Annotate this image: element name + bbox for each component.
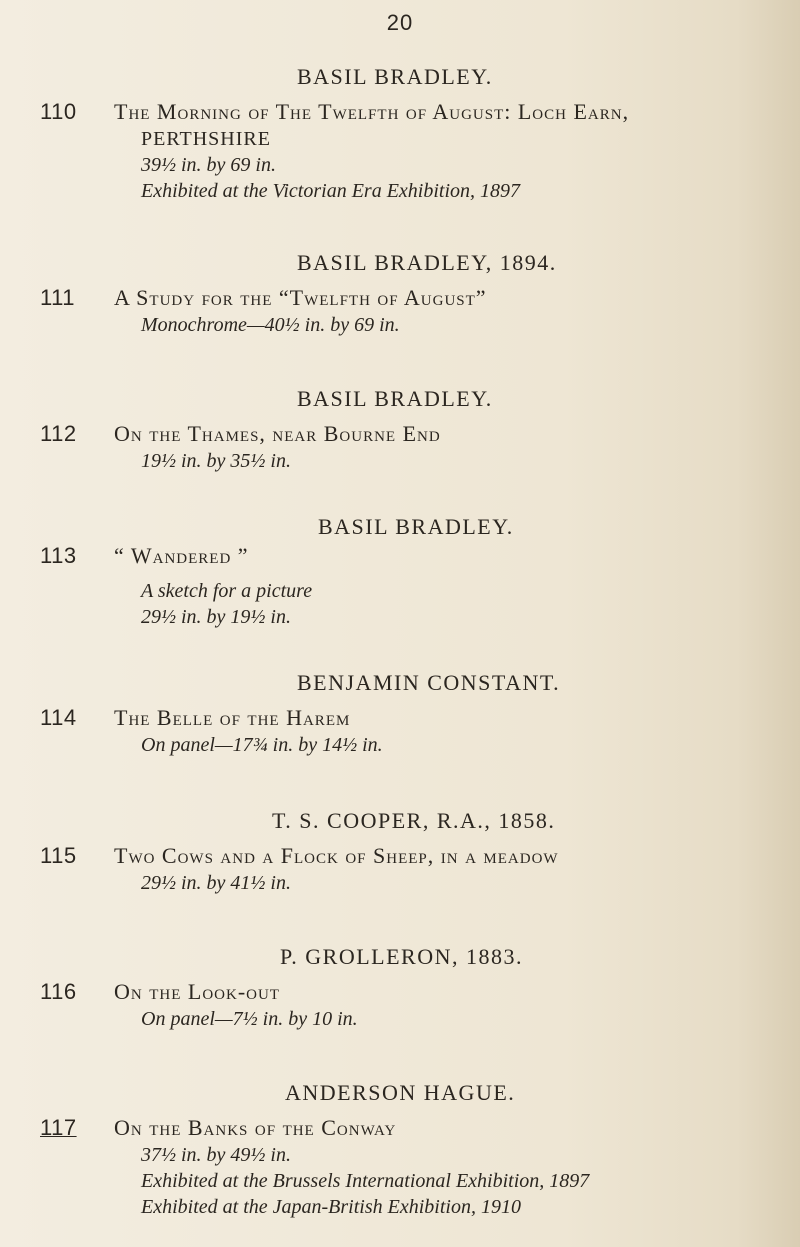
lot-number: 111 [40, 285, 75, 310]
lot-dimensions: 39½ in. by 69 in. [141, 154, 276, 176]
lot-exhibition-note: Exhibited at the Japan-British Exhibition, 1910 [141, 1196, 521, 1218]
lot-title: On the Look-out [114, 979, 280, 1004]
lot-title: “ Wandered ” [114, 543, 249, 568]
lot-number: 117 [40, 1115, 77, 1140]
lot-title: On the Thames, near Bourne End [114, 421, 441, 446]
lot-title: The Morning of The Twelfth of August: Loch Earn, [114, 99, 630, 124]
lot-title: Two Cows and a Flock of Sheep, in a meadow [114, 843, 559, 868]
lot-dimensions: On panel—7½ in. by 10 in. [141, 1008, 358, 1030]
lot-dimensions: 29½ in. by 19½ in. [141, 606, 291, 628]
lot-title: On the Banks of the Conway [114, 1115, 397, 1140]
lot-dimensions: Monochrome—40½ in. by 69 in. [141, 314, 400, 336]
lot-entry [0, 944, 800, 1032]
lot-dimensions: On panel—17¾ in. by 14½ in. [141, 734, 383, 756]
lot-entry [0, 808, 800, 896]
lot-dimensions: 29½ in. by 41½ in. [141, 872, 291, 894]
lot-number: 114 [40, 705, 77, 730]
lot-number: 116 [40, 979, 77, 1004]
lot-entry [0, 64, 800, 204]
artist-heading: P. GROLLERON, 1883. [280, 944, 524, 969]
lot-number: 115 [40, 843, 77, 868]
lot-title: The Belle of the Harem [114, 705, 351, 730]
lot-entry [0, 386, 800, 474]
page-number: 20 [386, 10, 414, 35]
lot-entry [0, 514, 800, 630]
lot-dimensions: 19½ in. by 35½ in. [141, 450, 291, 472]
lot-dimensions: 37½ in. by 49½ in. [141, 1144, 291, 1166]
artist-heading: BASIL BRADLEY. [297, 386, 493, 411]
lot-number: 110 [40, 99, 77, 124]
lot-entry [0, 1080, 800, 1220]
lot-entry [0, 250, 800, 338]
lot-exhibition-note: Exhibited at the Brussels International Exhibition, 1897 [141, 1170, 590, 1192]
artist-heading: BENJAMIN CONSTANT. [297, 670, 561, 695]
artist-heading: BASIL BRADLEY. [297, 64, 493, 89]
lot-description: A sketch for a picture [141, 580, 313, 602]
lot-number: 113 [40, 543, 77, 568]
lot-exhibition-note: Exhibited at the Victorian Era Exhibition, 1897 [141, 180, 521, 202]
lot-entry [0, 670, 800, 758]
artist-heading: BASIL BRADLEY, 1894. [297, 250, 557, 275]
lot-number: 112 [40, 421, 77, 446]
lot-title-continuation: PERTHSHIRE [141, 128, 271, 150]
lot-title: A Study for the “Twelfth of August” [114, 285, 487, 310]
artist-heading: BASIL BRADLEY. [318, 514, 514, 539]
artist-heading: T. S. COOPER, R.A., 1858. [272, 808, 556, 833]
artist-heading: ANDERSON HAGUE. [285, 1080, 516, 1105]
